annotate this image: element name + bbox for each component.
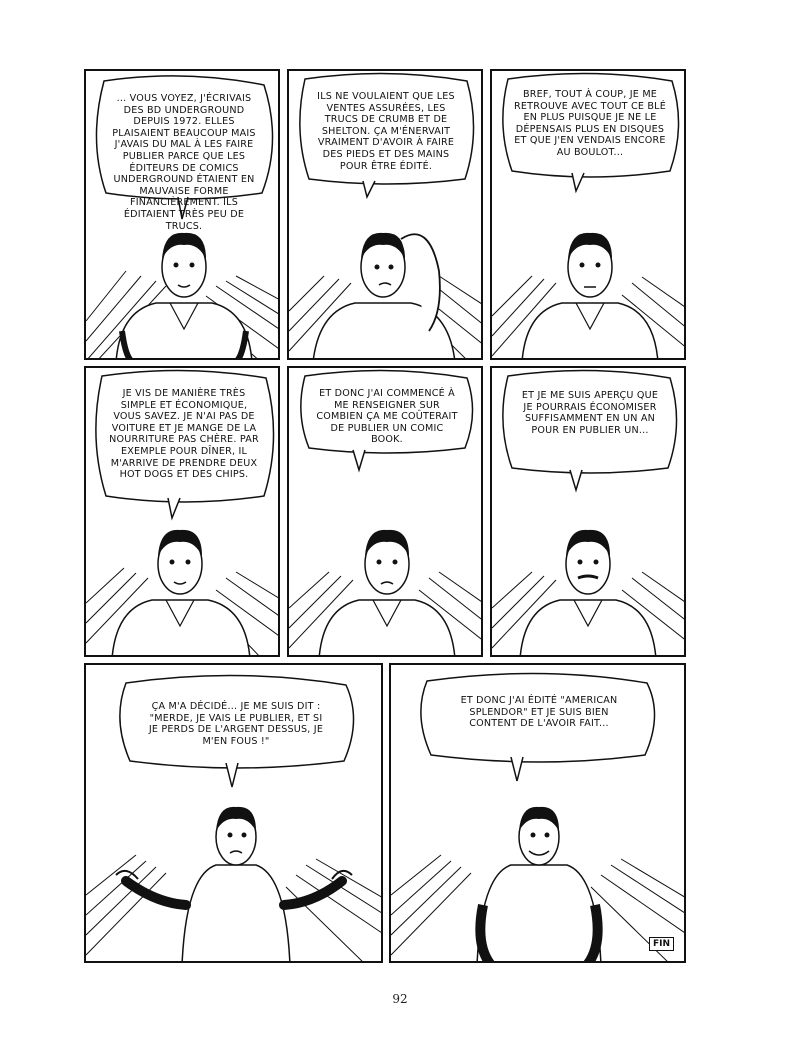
character: [313, 233, 455, 360]
page-number: 92: [392, 992, 408, 1006]
speech-bubble-text: ET JE ME SUIS APERÇU QUE JE POURRAIS ÉCONOMISER SUFFISAMMENT EN UN AN POUR EN PUBLIER UN...: [521, 390, 659, 436]
panel-4: [84, 366, 280, 657]
speech-bubble-text: ET DONC J'AI ÉDITÉ "AMERICAN SPLENDOR" ET JE SUIS BIEN CONTENT DE L'AVOIR FAIT...: [460, 695, 618, 730]
fin-label: FIN: [649, 937, 674, 951]
panel-2: [287, 69, 483, 360]
speech-bubble-text: ÇA M'A DÉCIDÉ... JE ME SUIS DIT : "MERDE, JE VAIS LE PUBLIER, ET SI JE PERDS DE L'ARGENT DESSUS, JE M'EN FOUS !": [148, 701, 324, 747]
speech-bubble-text: ILS NE VOULAIENT QUE LES VENTES ASSURÉES, LES TRUCS DE CRUMB ET DE SHELTON. ÇA M'ÉNERVAIT VRAIMENT D'AVOIR À FAIRE DES PIEDS ET DES MAINS POUR ÊTRE ÉDITÉ.: [317, 91, 455, 172]
speech-bubble-text: JE VIS DE MANIÈRE TRÈS SIMPLE ET ÉCONOMIQUE, VOUS SAVEZ. JE N'AI PAS DE VOITURE ET JE MANGE DE LA NOURRITURE PAS CHÈRE. PAR EXEMPLE POUR DÎNER, IL M'ARRIVE DE PRENDRE DEUX HOT DOGS ET DES CHIPS.: [109, 388, 259, 481]
character: [520, 530, 656, 657]
speech-bubble-text: ... VOUS VOYEZ, J'ÉCRIVAIS DES BD UNDERGROUND DEPUIS 1972. ELLES PLAISAIENT BEAUCOUP MAIS J'AVAIS DU MAL À LES FAIRE PUBLIER PARCE QUE LES ÉDITEURS DE COMICS UNDERGROUND ÉTAIENT EN MAUVAISE FORME FINANCIÈREMENT. ILS ÉDITAIENT TRÈS PEU DE TRUCS.: [112, 93, 256, 232]
speech-bubble-text: BREF, TOUT À COUP, JE ME RETROUVE AVEC TOUT CE BLÉ EN PLUS PUISQUE JE NE LE DÉPENSAIS PLUS EN DISQUES ET QUE J'EN VENDAIS ENCORE AU BOULOT...: [514, 89, 666, 158]
panel-1: [84, 69, 280, 360]
character: [522, 233, 658, 360]
speech-bubble-text: ET DONC J'AI COMMENCÉ À ME RENSEIGNER SUR COMBIEN ÇA ME COÛTERAIT DE PUBLIER UN COMIC BOOK.: [316, 388, 458, 446]
character: [477, 807, 601, 963]
panel-7: [84, 663, 383, 963]
panel-5: [287, 366, 483, 657]
panel-8: [389, 663, 686, 963]
character: [116, 807, 352, 963]
character: [319, 530, 455, 657]
panel-6: [490, 366, 686, 657]
panel-3: [490, 69, 686, 360]
